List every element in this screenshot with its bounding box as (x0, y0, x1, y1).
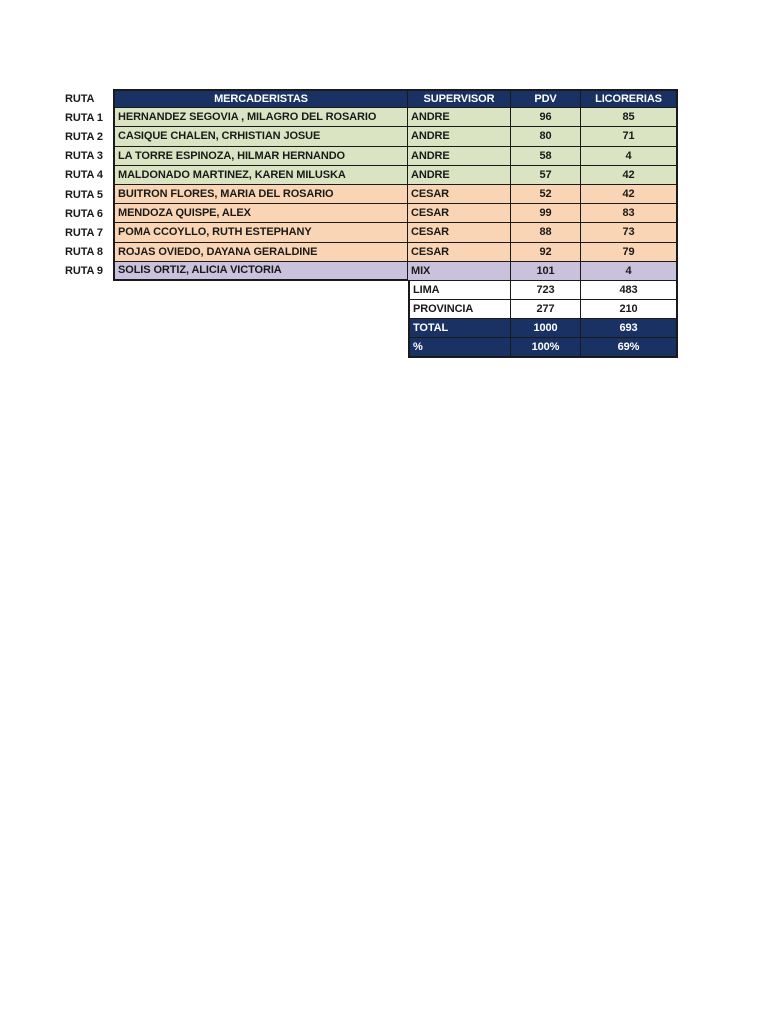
empty-cell (62, 281, 113, 300)
column-header-licorerias: LICORERIAS (581, 89, 678, 108)
licorerias-cell: 79 (581, 243, 678, 262)
mercaderista-cell: SOLIS ORTIZ, ALICIA VICTORIA (113, 262, 408, 281)
summary-licorerias-lima: 483 (581, 281, 678, 300)
ruta-label: RUTA 3 (65, 150, 103, 163)
pdv-cell: 57 (511, 166, 581, 185)
ruta-label: RUTA 8 (65, 246, 103, 259)
supervisor-cell: CESAR (408, 243, 511, 262)
summary-licorerias-total: 693 (581, 319, 678, 338)
licorerias-cell: 42 (581, 166, 678, 185)
ruta-column-header: RUTA (65, 92, 95, 105)
mercaderista-cell: POMA CCOYLLO, RUTH ESTEPHANY (113, 223, 408, 242)
supervisor-cell: ANDRE (408, 108, 511, 127)
supervisor-cell: ANDRE (408, 147, 511, 166)
pdv-cell: 92 (511, 243, 581, 262)
licorerias-cell: 4 (581, 262, 678, 281)
summary-pdv-provincia: 277 (511, 300, 581, 319)
mercaderista-cell: LA TORRE ESPINOZA, HILMAR HERNANDO (113, 147, 408, 166)
summary-pdv-lima: 723 (511, 281, 581, 300)
pdv-cell: 80 (511, 127, 581, 146)
empty-cell (113, 319, 408, 338)
empty-cell (62, 300, 113, 319)
column-header-pdv: PDV (511, 89, 581, 108)
ruta-label: RUTA 9 (65, 265, 103, 278)
licorerias-cell: 71 (581, 127, 678, 146)
empty-cell (62, 319, 113, 338)
pdv-cell: 101 (511, 262, 581, 281)
summary-label-lima: LIMA (408, 281, 511, 300)
mercaderista-cell: ROJAS OVIEDO, DAYANA GERALDINE (113, 243, 408, 262)
pdv-cell: 88 (511, 223, 581, 242)
pdv-cell: 58 (511, 147, 581, 166)
summary-pdv-total: 1000 (511, 319, 581, 338)
ruta-label: RUTA 4 (65, 169, 103, 182)
mercaderista-cell: MENDOZA QUISPE, ALEX (113, 204, 408, 223)
ruta-label: RUTA 1 (65, 111, 103, 124)
supervisor-cell: MIX (408, 262, 511, 281)
licorerias-cell: 42 (581, 185, 678, 204)
ruta-label: RUTA 6 (65, 207, 103, 220)
licorerias-cell: 73 (581, 223, 678, 242)
mercaderista-cell: MALDONADO MARTINEZ, KAREN MILUSKA (113, 166, 408, 185)
summary-label-total: TOTAL (408, 319, 511, 338)
mercaderista-cell: BUITRON FLORES, MARIA DEL ROSARIO (113, 185, 408, 204)
summary-licorerias-provincia: 210 (581, 300, 678, 319)
summary-label-provincia: PROVINCIA (408, 300, 511, 319)
supervisor-cell: ANDRE (408, 127, 511, 146)
licorerias-cell: 83 (581, 204, 678, 223)
empty-cell (62, 338, 113, 357)
supervisor-cell: CESAR (408, 204, 511, 223)
licorerias-cell: 85 (581, 108, 678, 127)
empty-cell (113, 300, 408, 319)
pdv-cell: 99 (511, 204, 581, 223)
summary-label-percent: % (408, 338, 511, 357)
column-header-supervisor: SUPERVISOR (408, 89, 511, 108)
supervisor-cell: CESAR (408, 223, 511, 242)
ruta-label: RUTA 2 (65, 130, 103, 143)
empty-cell (113, 338, 408, 357)
mercaderista-cell: HERNANDEZ SEGOVIA , MILAGRO DEL ROSARIO (113, 108, 408, 127)
pdv-cell: 96 (511, 108, 581, 127)
routes-table (62, 89, 678, 358)
summary-licorerias-percent: 69% (581, 338, 678, 357)
mercaderista-cell: CASIQUE CHALEN, CRHISTIAN JOSUE (113, 127, 408, 146)
ruta-label: RUTA 7 (65, 226, 103, 239)
empty-cell (113, 281, 408, 300)
supervisor-cell: CESAR (408, 185, 511, 204)
summary-pdv-percent: 100% (511, 338, 581, 357)
ruta-label: RUTA 5 (65, 188, 103, 201)
licorerias-cell: 4 (581, 147, 678, 166)
pdv-cell: 52 (511, 185, 581, 204)
column-header-mercaderistas: MERCADERISTAS (113, 89, 408, 108)
supervisor-cell: ANDRE (408, 166, 511, 185)
